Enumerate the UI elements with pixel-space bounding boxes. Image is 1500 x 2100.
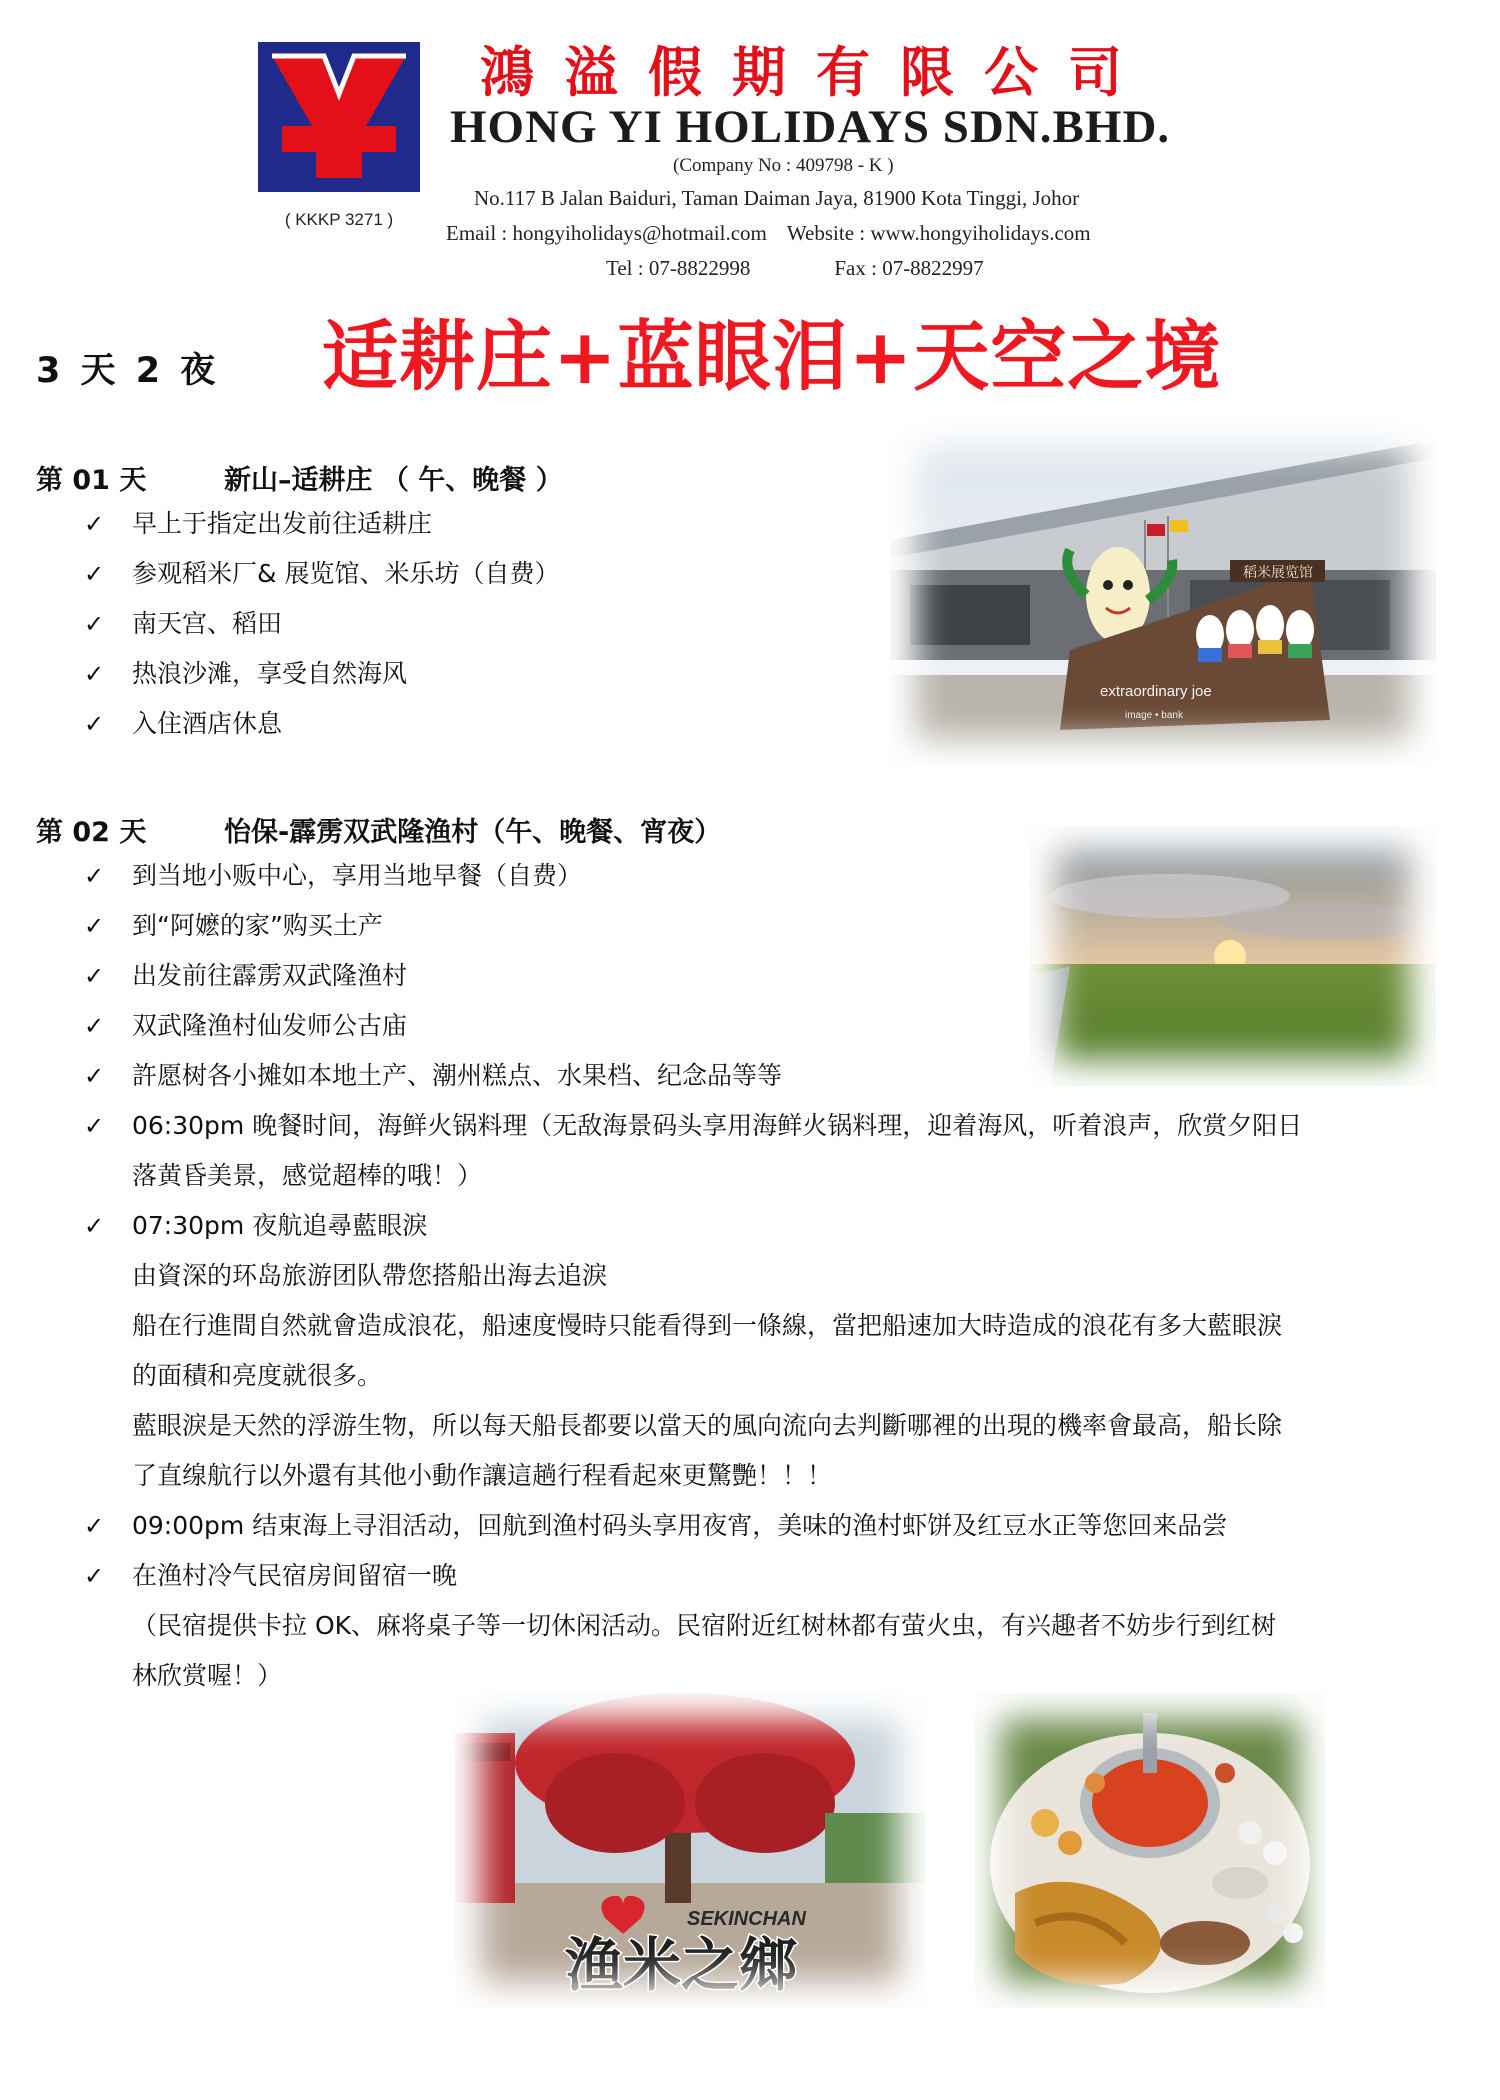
day-2-label: 第 02 天: [36, 817, 147, 848]
itinerary-item-text: 了直缐航行以外還有其他小動作讓這趟行程看起來更驚艷！！！: [132, 1461, 833, 1490]
sekinchan-brand: SEKINCHAN: [687, 1908, 806, 1930]
itinerary-item: [84, 649, 559, 699]
wish-tree-photo: [455, 1693, 925, 2008]
itinerary-item-text: 06:30pm 晚餐时间，海鲜火锅料理（无敌海景码头享用海鲜火锅料理，迎着海风，听着浪声，欣赏夕阳日: [132, 1111, 1303, 1140]
photo-watermark: extraordinary joe: [1100, 683, 1212, 700]
day-1-items: [84, 499, 559, 749]
itinerary-item-text: 到当地小贩中心，享用当地早餐（自费）: [132, 861, 583, 890]
check-icon: ✓: [84, 1512, 105, 1540]
check-icon: ✓: [84, 610, 105, 638]
itinerary-item: [84, 1551, 1302, 1701]
rice-mill-sign: 稻米展览馆: [1243, 565, 1313, 581]
itinerary-item: [84, 499, 559, 549]
y-logo-icon: [258, 42, 420, 192]
check-icon: ✓: [84, 710, 105, 738]
check-icon: ✓: [84, 1562, 105, 1590]
day-1-route: 新山–适耕庄 （ 午、晚餐 ）: [224, 465, 563, 496]
itinerary-item-text: 南天宫、稻田: [132, 609, 283, 638]
itinerary-item-text: 落黄昏美景，感觉超棒的哦！）: [132, 1161, 483, 1190]
company-name-chinese: 鴻溢假期有限公司: [480, 40, 1152, 104]
itinerary-item-text: 的面積和亮度就很多。: [132, 1361, 383, 1390]
itinerary-item: [84, 599, 559, 649]
company-fax: Fax : 07-8822997: [834, 256, 984, 280]
itinerary-item-text: 双武隆渔村仙发师公古庙: [132, 1011, 408, 1040]
company-number: (Company No : 409798 - K ): [673, 155, 894, 176]
licence-number: ( KKKP 3271 ): [284, 210, 394, 229]
company-website[interactable]: Website : www.hongyiholidays.com: [786, 221, 1091, 245]
sekinchan-script: 渔米之鄉: [565, 1931, 798, 1999]
check-icon: ✓: [84, 1062, 105, 1090]
company-logo: [258, 42, 420, 192]
itinerary-item: [84, 549, 559, 599]
tour-title: 适耕庄+蓝眼泪+天空之境: [322, 312, 1222, 401]
paddy-field-photo: [1030, 826, 1436, 1086]
itinerary-item-text: 入住酒店休息: [132, 709, 283, 738]
itinerary-item: [84, 1101, 1302, 1201]
photo-watermark-2: image • bank: [1125, 710, 1183, 721]
itinerary-item-text: 早上于指定出发前往适耕庄: [132, 509, 433, 538]
itinerary-item: [84, 1201, 1302, 1501]
itinerary-item: [84, 699, 559, 749]
day-1-heading: [36, 458, 563, 497]
itinerary-item-text: 林欣赏喔！）: [132, 1661, 283, 1690]
company-name-english: HONG YI HOLIDAYS SDN.BHD.: [450, 101, 1171, 153]
itinerary-item-text: 許愿树各小摊如本地土产、潮州糕点、水果档、纪念品等等: [132, 1061, 783, 1090]
check-icon: ✓: [84, 660, 105, 688]
itinerary-item-text: 热浪沙滩，享受自然海风: [132, 659, 408, 688]
itinerary-item: [84, 1501, 1302, 1551]
company-phone-fax: [606, 256, 984, 281]
check-icon: ✓: [84, 1212, 105, 1240]
itinerary-item-text: 09:00pm 结束海上寻泪活动，回航到渔村码头享用夜宵，美味的渔村虾饼及红豆水正等您回来品尝: [132, 1511, 1228, 1540]
company-address: No.117 B Jalan Baiduri, Taman Daiman Jaya, 81900 Kota Tinggi, Johor: [474, 186, 1080, 210]
check-icon: ✓: [84, 1112, 105, 1140]
itinerary-item-text: 藍眼淚是天然的浮游生物，所以每天船長都要以當天的風向流向去判斷哪裡的出現的機率會最高，船长除: [132, 1411, 1283, 1440]
company-contact: [446, 221, 1091, 246]
itinerary-item-text: 在渔村冷气民宿房间留宿一晚: [132, 1561, 458, 1590]
seafood-photo: [975, 1693, 1325, 2008]
day-1-label: 第 01 天: [36, 465, 147, 496]
itinerary-item-text: 船在行進間自然就會造成浪花，船速度慢時只能看得到一條線，當把船速加大時造成的浪花有多大藍眼淚: [132, 1311, 1283, 1340]
day-2-route: 怡保-霹雳双武隆渔村（午、晚餐、宵夜）: [224, 817, 722, 848]
rice-mill-photo: [890, 420, 1436, 765]
check-icon: ✓: [84, 862, 105, 890]
check-icon: ✓: [84, 912, 105, 940]
itinerary-item-text: 07:30pm 夜航追尋藍眼淚: [132, 1211, 428, 1240]
day-2-heading: [36, 810, 721, 849]
itinerary-item-text: 参观稻米厂& 展览馆、米乐坊（自费）: [132, 559, 560, 588]
check-icon: ✓: [84, 1012, 105, 1040]
tour-duration: 3 天 2 夜: [36, 351, 220, 391]
itinerary-item-text: （民宿提供卡拉 OK、麻将桌子等一切休闲活动。民宿附近红树林都有萤火虫，有兴趣者不妨步行到红树: [132, 1611, 1277, 1640]
check-icon: ✓: [84, 510, 105, 538]
itinerary-item-text: 到“阿嬷的家”购买土产: [132, 911, 383, 940]
check-icon: ✓: [84, 962, 105, 990]
itinerary-item-text: 出发前往霹雳双武隆渔村: [132, 961, 408, 990]
check-icon: ✓: [84, 560, 105, 588]
itinerary-item-text: 由資深的环岛旅游团队帶您搭船出海去追淚: [132, 1261, 608, 1290]
company-email[interactable]: Email : hongyiholidays@hotmail.com: [446, 221, 767, 245]
company-tel: Tel : 07-8822998: [606, 256, 751, 280]
